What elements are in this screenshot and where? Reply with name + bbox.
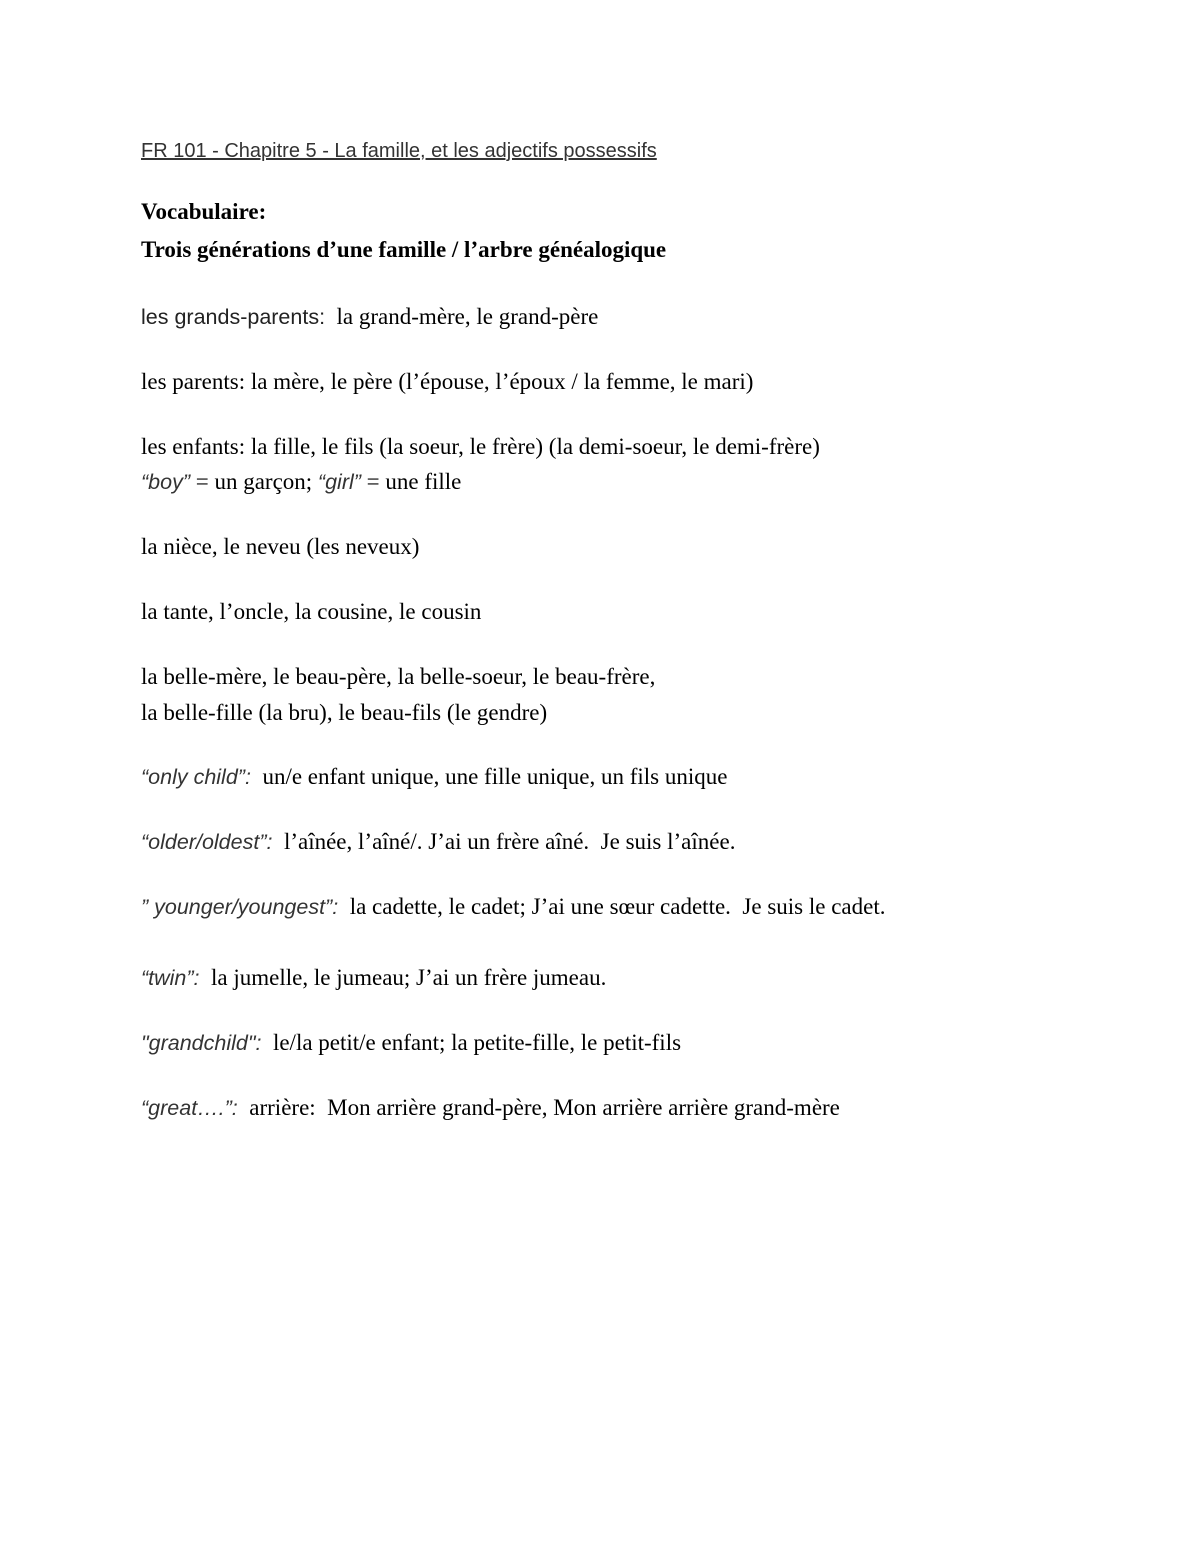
document-title: FR 101 - Chapitre 5 - La famille, et les adjectifs possessifs [141, 140, 657, 162]
entry-aunt: la tante, l’oncle, la cousine, le cousin [141, 599, 482, 624]
section-label: Vocabulaire: [141, 199, 267, 224]
only-child-english: “only child”: [141, 765, 251, 789]
entry-children: les enfants: la fille, le fils (la soeur, le frère) (la demi-soeur, le demi-frère) [141, 434, 820, 459]
entry-younger [141, 893, 886, 921]
entry-boy-girl [141, 468, 461, 496]
twin-english: “twin”: [141, 966, 200, 990]
younger-english: ” younger/youngest”: [141, 895, 339, 919]
entry-twin [141, 964, 606, 992]
grandchild-english: "grandchild": [141, 1031, 262, 1055]
twin-french: la jumelle, le jumeau; J’ai un frère jumeau. [199, 965, 607, 990]
younger-french: la cadette, le cadet; J’ai une sœur cadette. Je suis le cadet. [338, 894, 886, 919]
older-english: “older/oldest”: [141, 830, 273, 854]
girl-french: = une fille [360, 469, 462, 494]
entry-older [141, 828, 735, 856]
entry-inlaws-1: la belle-mère, le beau-père, la belle-soeur, le beau-frère, [141, 664, 656, 689]
entry-parents: les parents: la mère, le père (l’épouse, l’époux / la femme, le mari) [141, 369, 754, 394]
entry-grandparents-rest: la grand-mère, le grand-père [325, 304, 599, 329]
section-subtitle: Trois générations d’une famille / l’arbre généalogique [141, 237, 667, 262]
entry-only-child [141, 763, 727, 791]
boy-french: = un garçon; [189, 469, 318, 494]
boy-english: “boy” [141, 470, 190, 494]
girl-english: “girl” [317, 470, 361, 494]
entry-grandchild [141, 1029, 681, 1057]
entry-niece: la nièce, le neveu (les neveux) [141, 534, 420, 559]
great-english: “great….”: [141, 1096, 238, 1120]
great-french: arrière: Mon arrière grand-père, Mon arrière arrière grand-mère [237, 1095, 840, 1120]
only-child-french: un/e enfant unique, une fille unique, un fils unique [250, 764, 728, 789]
entry-grandparents-head: les grands-parents: [141, 305, 326, 329]
entry-inlaws-2: la belle-fille (la bru), le beau-fils (le gendre) [141, 700, 548, 725]
entry-grandparents [141, 303, 598, 331]
grandchild-french: le/la petit/e enfant; la petite-fille, le petit-fils [261, 1030, 682, 1055]
older-french: l’aînée, l’aîné/. J’ai un frère aîné. Je suis l’aînée. [272, 829, 736, 854]
entry-great [141, 1094, 840, 1122]
